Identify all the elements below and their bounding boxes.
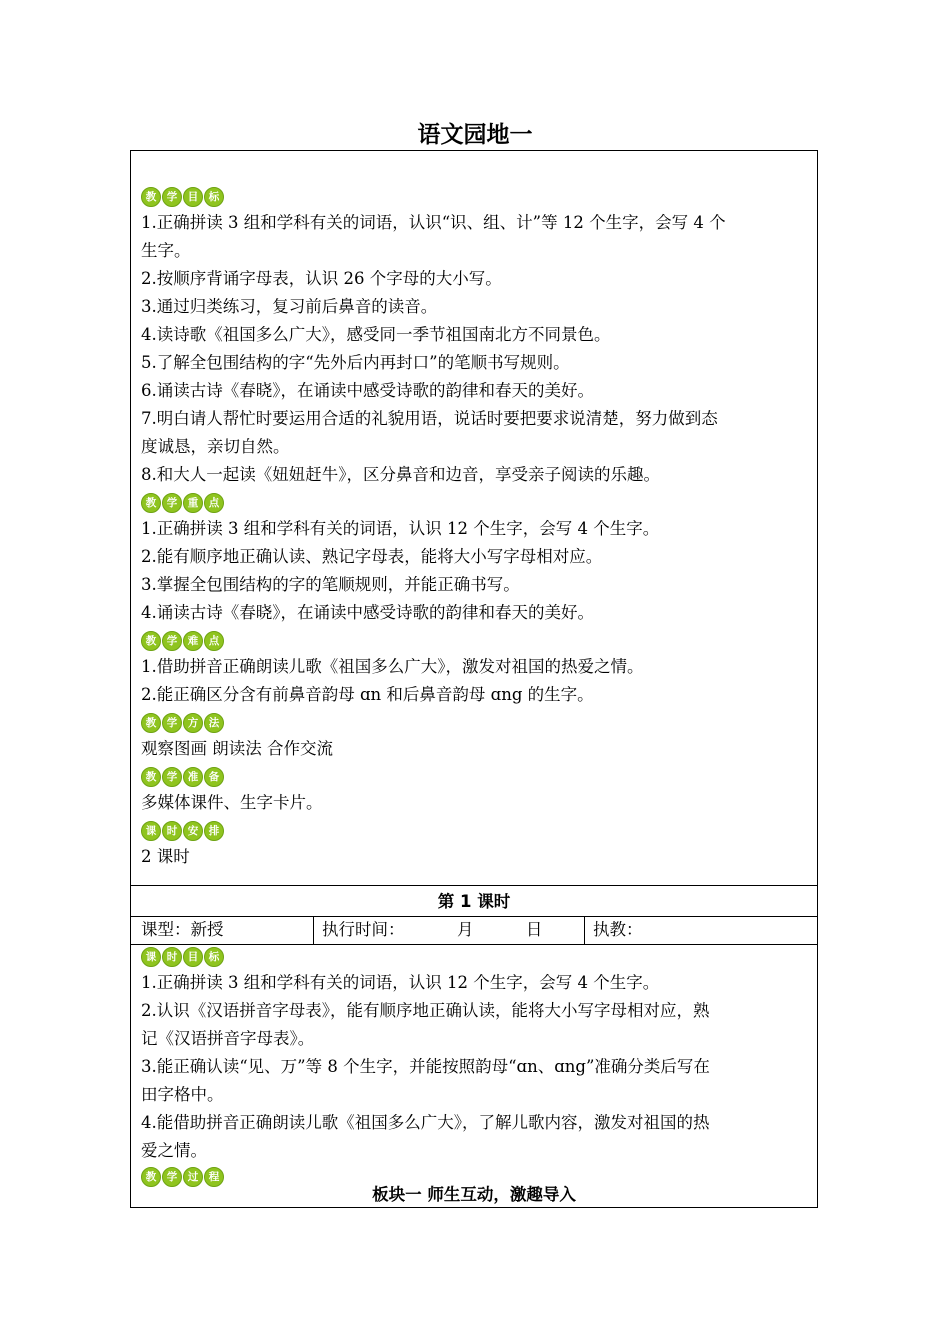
text-line: 4.诵读古诗《春晓》，在诵读中感受诗歌的韵律和春天的美好。	[141, 603, 594, 622]
badge-char: 教	[141, 187, 161, 207]
badge-char: 课	[141, 821, 161, 841]
lesson-plan-table	[130, 150, 818, 1208]
lesson-goals-list	[141, 969, 811, 1165]
text-line: 1.正确拼读 3 组和学科有关的词语，认识 12 个生字，会写 4 个生字。	[141, 519, 660, 538]
lesson-type: 课型：新授	[141, 920, 224, 939]
text-line: 田字格中。	[141, 1085, 224, 1104]
text-line: 3.掌握全包围结构的字的笔顺规则，并能正确书写。	[141, 575, 520, 594]
methods-list	[141, 735, 811, 763]
text-line: 1.正确拼读 3 组和学科有关的词语，认识“识、组、计”等 12 个生字，会写 4 个	[141, 213, 726, 232]
badge-char: 学	[162, 713, 182, 733]
divider	[131, 885, 817, 886]
text-line: 3.能正确认读“见、万”等 8 个生字，并能按照韵母“ɑn、ɑng”准确分类后写在	[141, 1057, 710, 1076]
text-line: 6.诵读古诗《春晓》，在诵读中感受诗歌的韵律和春天的美好。	[141, 381, 594, 400]
key-points-list	[141, 515, 811, 627]
badge-char: 排	[204, 821, 224, 841]
text-line: 2.按顺序背诵字母表，认识 26 个字母的大小写。	[141, 269, 502, 288]
badge-methods	[141, 713, 224, 733]
badge-schedule	[141, 821, 224, 841]
badge-char: 点	[204, 631, 224, 651]
badge-char: 准	[183, 767, 203, 787]
text-line: 记《汉语拼音字母表》。	[141, 1029, 315, 1048]
badge-char: 点	[204, 493, 224, 513]
text-line: 爱之情。	[141, 1141, 207, 1160]
divider	[584, 916, 585, 944]
page-title: 语文园地一	[417, 122, 533, 148]
badge-char: 过	[183, 1167, 203, 1187]
badge-char: 安	[183, 821, 203, 841]
divider	[313, 916, 314, 944]
teaching-goals-list	[141, 209, 811, 489]
lesson1-heading: 第 1 课时	[437, 892, 511, 911]
badge-char: 标	[204, 947, 224, 967]
badge-char: 学	[162, 187, 182, 207]
badge-char: 教	[141, 631, 161, 651]
text-line: 4.读诗歌《祖国多么广大》，感受同一季节祖国南北方不同景色。	[141, 325, 611, 344]
badge-char: 课	[141, 947, 161, 967]
text-line: 2 课时	[141, 847, 190, 866]
upper-section	[141, 183, 811, 871]
badge-char: 学	[162, 493, 182, 513]
text-line: 度诚恳，亲切自然。	[141, 437, 290, 456]
block1-heading: 板块一 师生互动，激趣导入	[372, 1185, 576, 1204]
text-line: 生字。	[141, 241, 191, 260]
badge-char: 难	[183, 631, 203, 651]
badge-char: 学	[162, 767, 182, 787]
text-line: 观察图画 朗读法 合作交流	[141, 739, 333, 758]
badge-lesson-goals	[141, 947, 224, 967]
badge-char: 标	[204, 187, 224, 207]
badge-difficulties	[141, 631, 224, 651]
badge-char: 重	[183, 493, 203, 513]
badge-char: 学	[162, 1167, 182, 1187]
text-line: 2.能正确区分含有前鼻音韵母 ɑn 和后鼻音韵母 ɑng 的生字。	[141, 685, 594, 704]
badge-char: 教	[141, 493, 161, 513]
badge-char: 教	[141, 1167, 161, 1187]
text-line: 2.认识《汉语拼音字母表》，能有顺序地正确认读，能将大小写字母相对应，熟	[141, 1001, 710, 1020]
text-line: 4.能借助拼音正确朗读儿歌《祖国多么广大》，了解儿歌内容，激发对祖国的热	[141, 1113, 710, 1132]
badge-char: 目	[183, 947, 203, 967]
badge-char: 教	[141, 767, 161, 787]
teacher: 执教：	[593, 920, 643, 939]
badge-char: 教	[141, 713, 161, 733]
badge-char: 时	[162, 821, 182, 841]
text-line: 2.能有顺序地正确认读、熟记字母表，能将大小写字母相对应。	[141, 547, 603, 566]
preparation-list	[141, 789, 811, 817]
text-line: 1.借助拼音正确朗读儿歌《祖国多么广大》，激发对祖国的热爱之情。	[141, 657, 644, 676]
badge-char: 法	[204, 713, 224, 733]
lesson1-section	[141, 945, 811, 1189]
badge-char: 时	[162, 947, 182, 967]
schedule-list	[141, 843, 811, 871]
badge-char: 程	[204, 1167, 224, 1187]
badge-preparation	[141, 767, 224, 787]
text-line: 7.明白请人帮忙时要运用合适的礼貌用语，说话时要把要求说清楚，努力做到态	[141, 409, 718, 428]
badge-char: 备	[204, 767, 224, 787]
badge-char: 方	[183, 713, 203, 733]
text-line: 3.通过归类练习，复习前后鼻音的读音。	[141, 297, 438, 316]
badge-teaching-goals	[141, 187, 224, 207]
text-line: 多媒体课件、生字卡片。	[141, 793, 323, 812]
badge-char: 学	[162, 631, 182, 651]
badge-char: 目	[183, 187, 203, 207]
text-line: 5.了解全包围结构的字“先外后内再封口”的笔顺书写规则。	[141, 353, 570, 372]
text-line: 1.正确拼读 3 组和学科有关的词语，认识 12 个生字，会写 4 个生字。	[141, 973, 660, 992]
text-line: 8.和大人一起读《妞妞赶牛》，区分鼻音和边音，享受亲子阅读的乐趣。	[141, 465, 660, 484]
difficulties-list	[141, 653, 811, 709]
execution-time: 执行时间： 月 日	[322, 920, 543, 939]
badge-key-points	[141, 493, 224, 513]
